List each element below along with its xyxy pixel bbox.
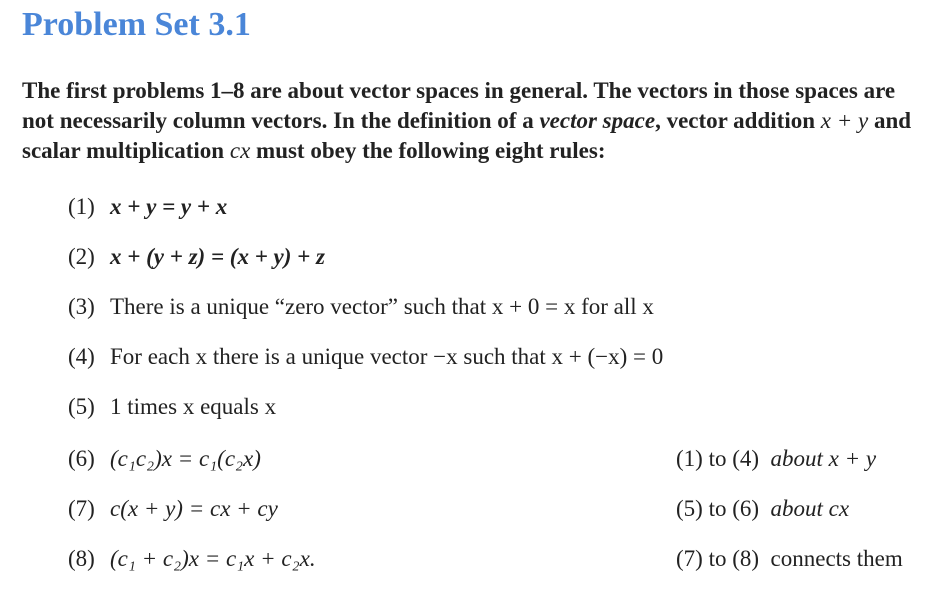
rule-1 — [68, 194, 227, 220]
note-range: (7) to (8) — [676, 546, 760, 571]
intro-math-addition: x + y — [820, 108, 869, 133]
rule-text: x + (y + z) = (x + y) + z — [110, 244, 325, 269]
note-range: (5) to (6) — [676, 496, 760, 521]
rule-number: (8) — [68, 546, 95, 571]
page-title: Problem Set 3.1 — [22, 6, 251, 43]
intro-emphasis: vector space — [539, 108, 656, 133]
intro-text-2: , vector addition — [655, 108, 821, 133]
note-3 — [676, 546, 903, 572]
rule-8 — [68, 546, 316, 572]
rule-number: (7) — [68, 496, 95, 521]
rule-number: (1) — [68, 194, 95, 219]
note-text: about cx — [770, 496, 850, 521]
note-text: about x + y — [770, 446, 877, 471]
rule-number: (4) — [68, 344, 95, 369]
intro-text-1: The first problems 1–8 are about vector spaces in general. The vectors in those spaces are not necessarily column vectors. In the definition of a — [22, 78, 896, 133]
rule-4 — [68, 344, 663, 370]
rule-text: For each x there is a unique vector −x such that x + (−x) = 0 — [110, 344, 664, 369]
rule-6 — [68, 446, 261, 472]
rule-text: There is a unique “zero vector” such that x + 0 = x for all x — [110, 294, 654, 319]
rule-number: (6) — [68, 446, 95, 471]
rule-number: (2) — [68, 244, 95, 269]
rule-text: (c₁ + c₂)x = c₁x + c₂x. — [110, 546, 316, 571]
rule-text: (c₁c₂)x = c₁(c₂x) — [110, 446, 261, 471]
intro-math-scalar: cx — [229, 138, 251, 163]
rule-number: (5) — [68, 394, 95, 419]
intro-text-4: must obey the following eight rules: — [250, 138, 606, 163]
rule-2 — [68, 244, 325, 270]
rule-5 — [68, 394, 276, 420]
note-1 — [676, 446, 876, 472]
intro-paragraph — [22, 76, 927, 166]
rule-text: c(x + y) = cx + cy — [110, 496, 278, 521]
note-range: (1) to (4) — [676, 446, 760, 471]
note-2 — [676, 496, 849, 522]
rule-text: 1 times x equals x — [110, 394, 277, 419]
rule-text: x + y = y + x — [110, 194, 228, 219]
rule-number: (3) — [68, 294, 95, 319]
intro-text-3: and scalar multiplication — [22, 108, 912, 163]
note-text: connects them — [770, 546, 903, 571]
rule-3 — [68, 294, 654, 320]
rule-7 — [68, 496, 278, 522]
